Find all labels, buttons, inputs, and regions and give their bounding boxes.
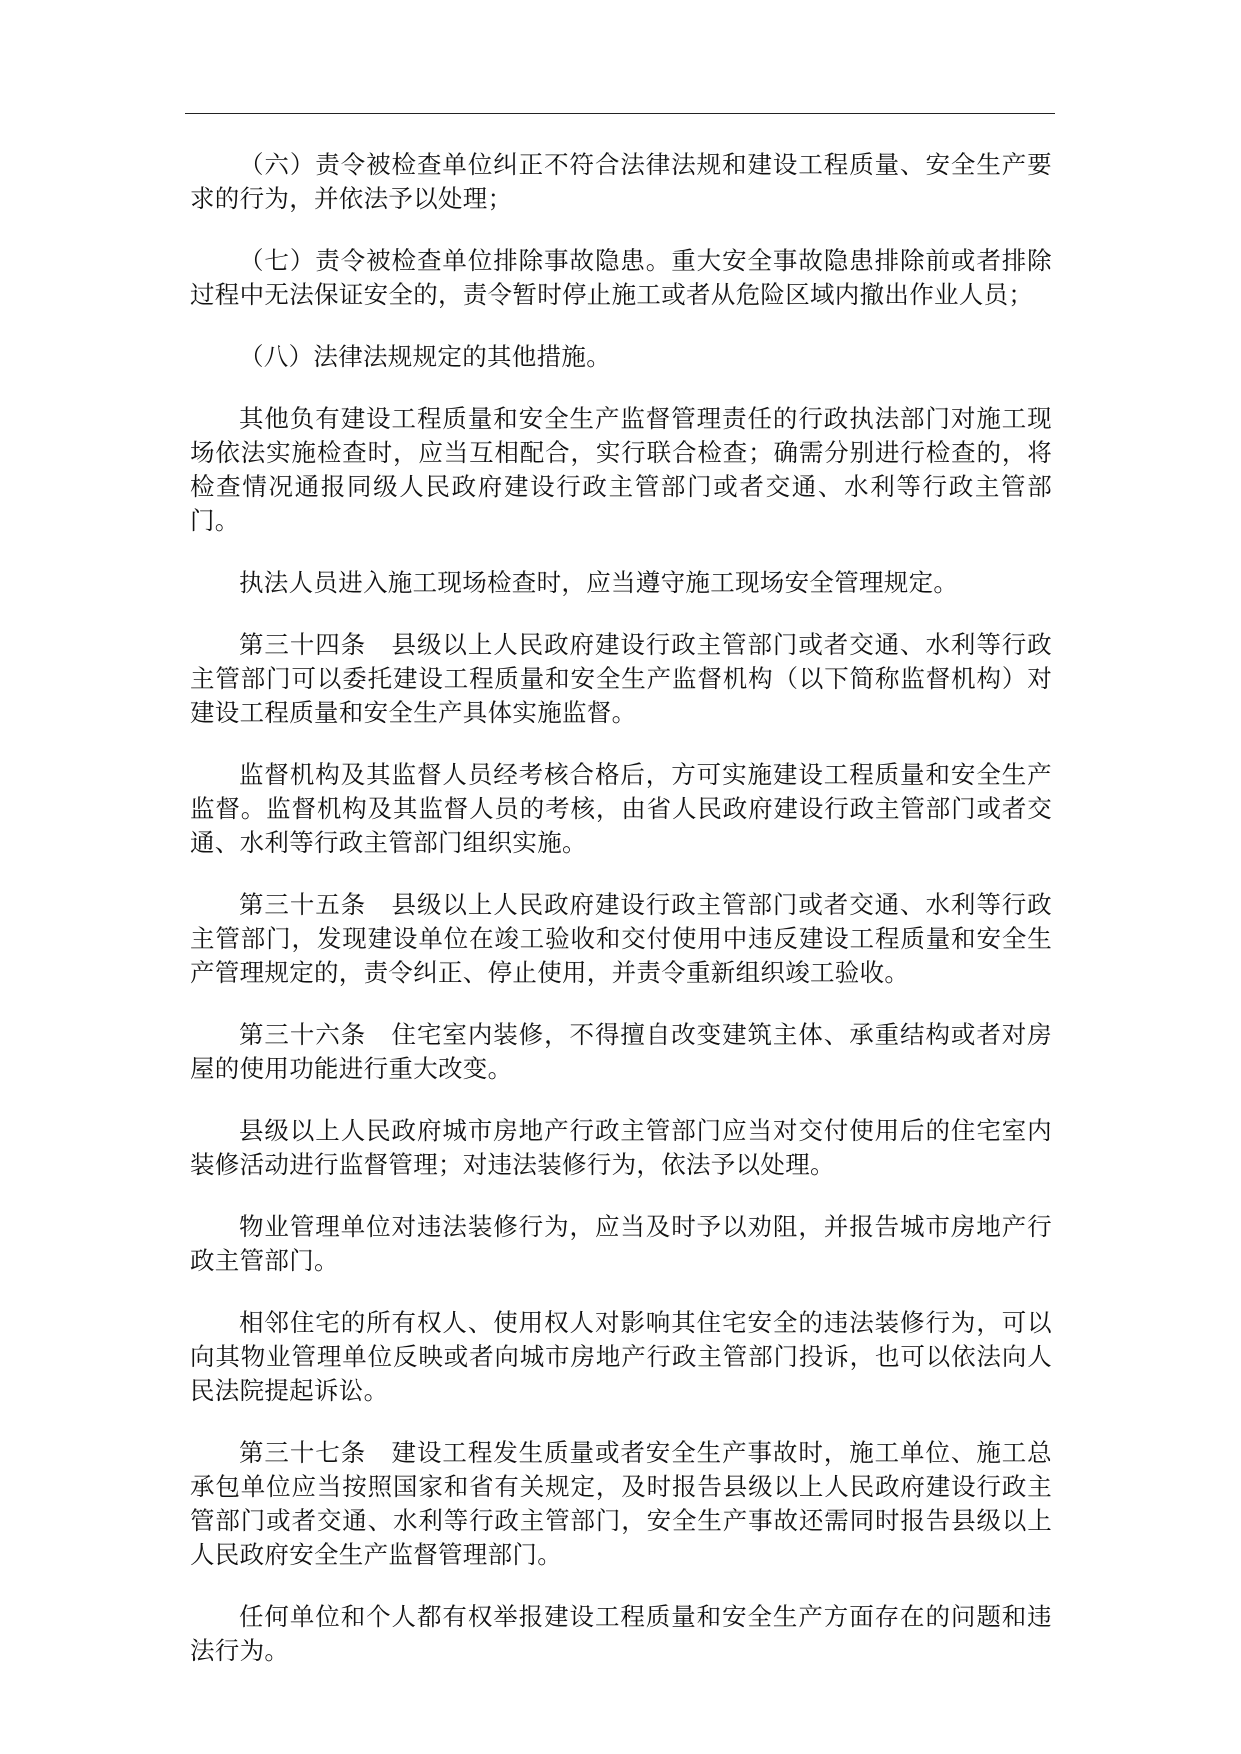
paragraph-decoration-supervision: 县级以上人民政府城市房地产行政主管部门应当对交付使用后的住宅室内装修活动进行监督管理；对违法装修行为，依法予以处理。 [190, 1116, 1052, 1179]
paragraph-item-6: （六）责令被检查单位纠正不符合法律法规和建设工程质量、安全生产要求的行为，并依法予以处理； [190, 150, 1052, 213]
document-body [190, 148, 1052, 1696]
paragraph-item-7: （七）责令被检查单位排除事故隐患。重大安全事故隐患排除前或者排除过程中无法保证安全的，责令暂时停止施工或者从危险区域内撤出作业人员； [190, 246, 1052, 309]
paragraph-site-safety: 执法人员进入施工现场检查时，应当遵守施工现场安全管理规定。 [239, 568, 959, 597]
paragraph-property-management: 物业管理单位对违法装修行为，应当及时予以劝阻，并报告城市房地产行政主管部门。 [190, 1212, 1052, 1275]
paragraph-article-37: 第三十七条 建设工程发生质量或者安全生产事故时，施工单位、施工总承包单位应当按照国家和省有关规定，及时报告县级以上人民政府建设行政主管部门或者交通、水利等行政主管部门，安全生产事故还需同时报告县级以上人民政府安全生产监督管理部门。 [190, 1438, 1052, 1569]
paragraph-supervision-assessment: 监督机构及其监督人员经考核合格后，方可实施建设工程质量和安全生产监督。监督机构及其监督人员的考核，由省人民政府建设行政主管部门或者交通、水利等行政主管部门组织实施。 [190, 760, 1052, 857]
paragraph-item-8: （八）法律法规规定的其他措施。 [239, 342, 611, 371]
paragraph-article-34: 第三十四条 县级以上人民政府建设行政主管部门或者交通、水利等行政主管部门可以委托建设工程质量和安全生产监督机构（以下简称监督机构）对建设工程质量和安全生产具体实施监督。 [190, 630, 1052, 727]
header-rule [185, 113, 1055, 114]
paragraph-article-35: 第三十五条 县级以上人民政府建设行政主管部门或者交通、水利等行政主管部门，发现建设单位在竣工验收和交付使用中违反建设工程质量和安全生产管理规定的，责令纠正、停止使用，并责令重新组织竣工验收。 [190, 890, 1052, 987]
paragraph-neighbor-rights: 相邻住宅的所有权人、使用权人对影响其住宅安全的违法装修行为，可以向其物业管理单位反映或者向城市房地产行政主管部门投诉，也可以依法向人民法院提起诉讼。 [190, 1308, 1052, 1405]
paragraph-report-rights: 任何单位和个人都有权举报建设工程质量和安全生产方面存在的问题和违法行为。 [190, 1602, 1052, 1665]
paragraph-joint-inspection: 其他负有建设工程质量和安全生产监督管理责任的行政执法部门对施工现场依法实施检查时，应当互相配合，实行联合检查；确需分别进行检查的，将检查情况通报同级人民政府建设行政主管部门或者交通、水利等行政主管部门。 [190, 404, 1052, 535]
paragraph-article-36: 第三十六条 住宅室内装修，不得擅自改变建筑主体、承重结构或者对房屋的使用功能进行重大改变。 [190, 1020, 1052, 1083]
